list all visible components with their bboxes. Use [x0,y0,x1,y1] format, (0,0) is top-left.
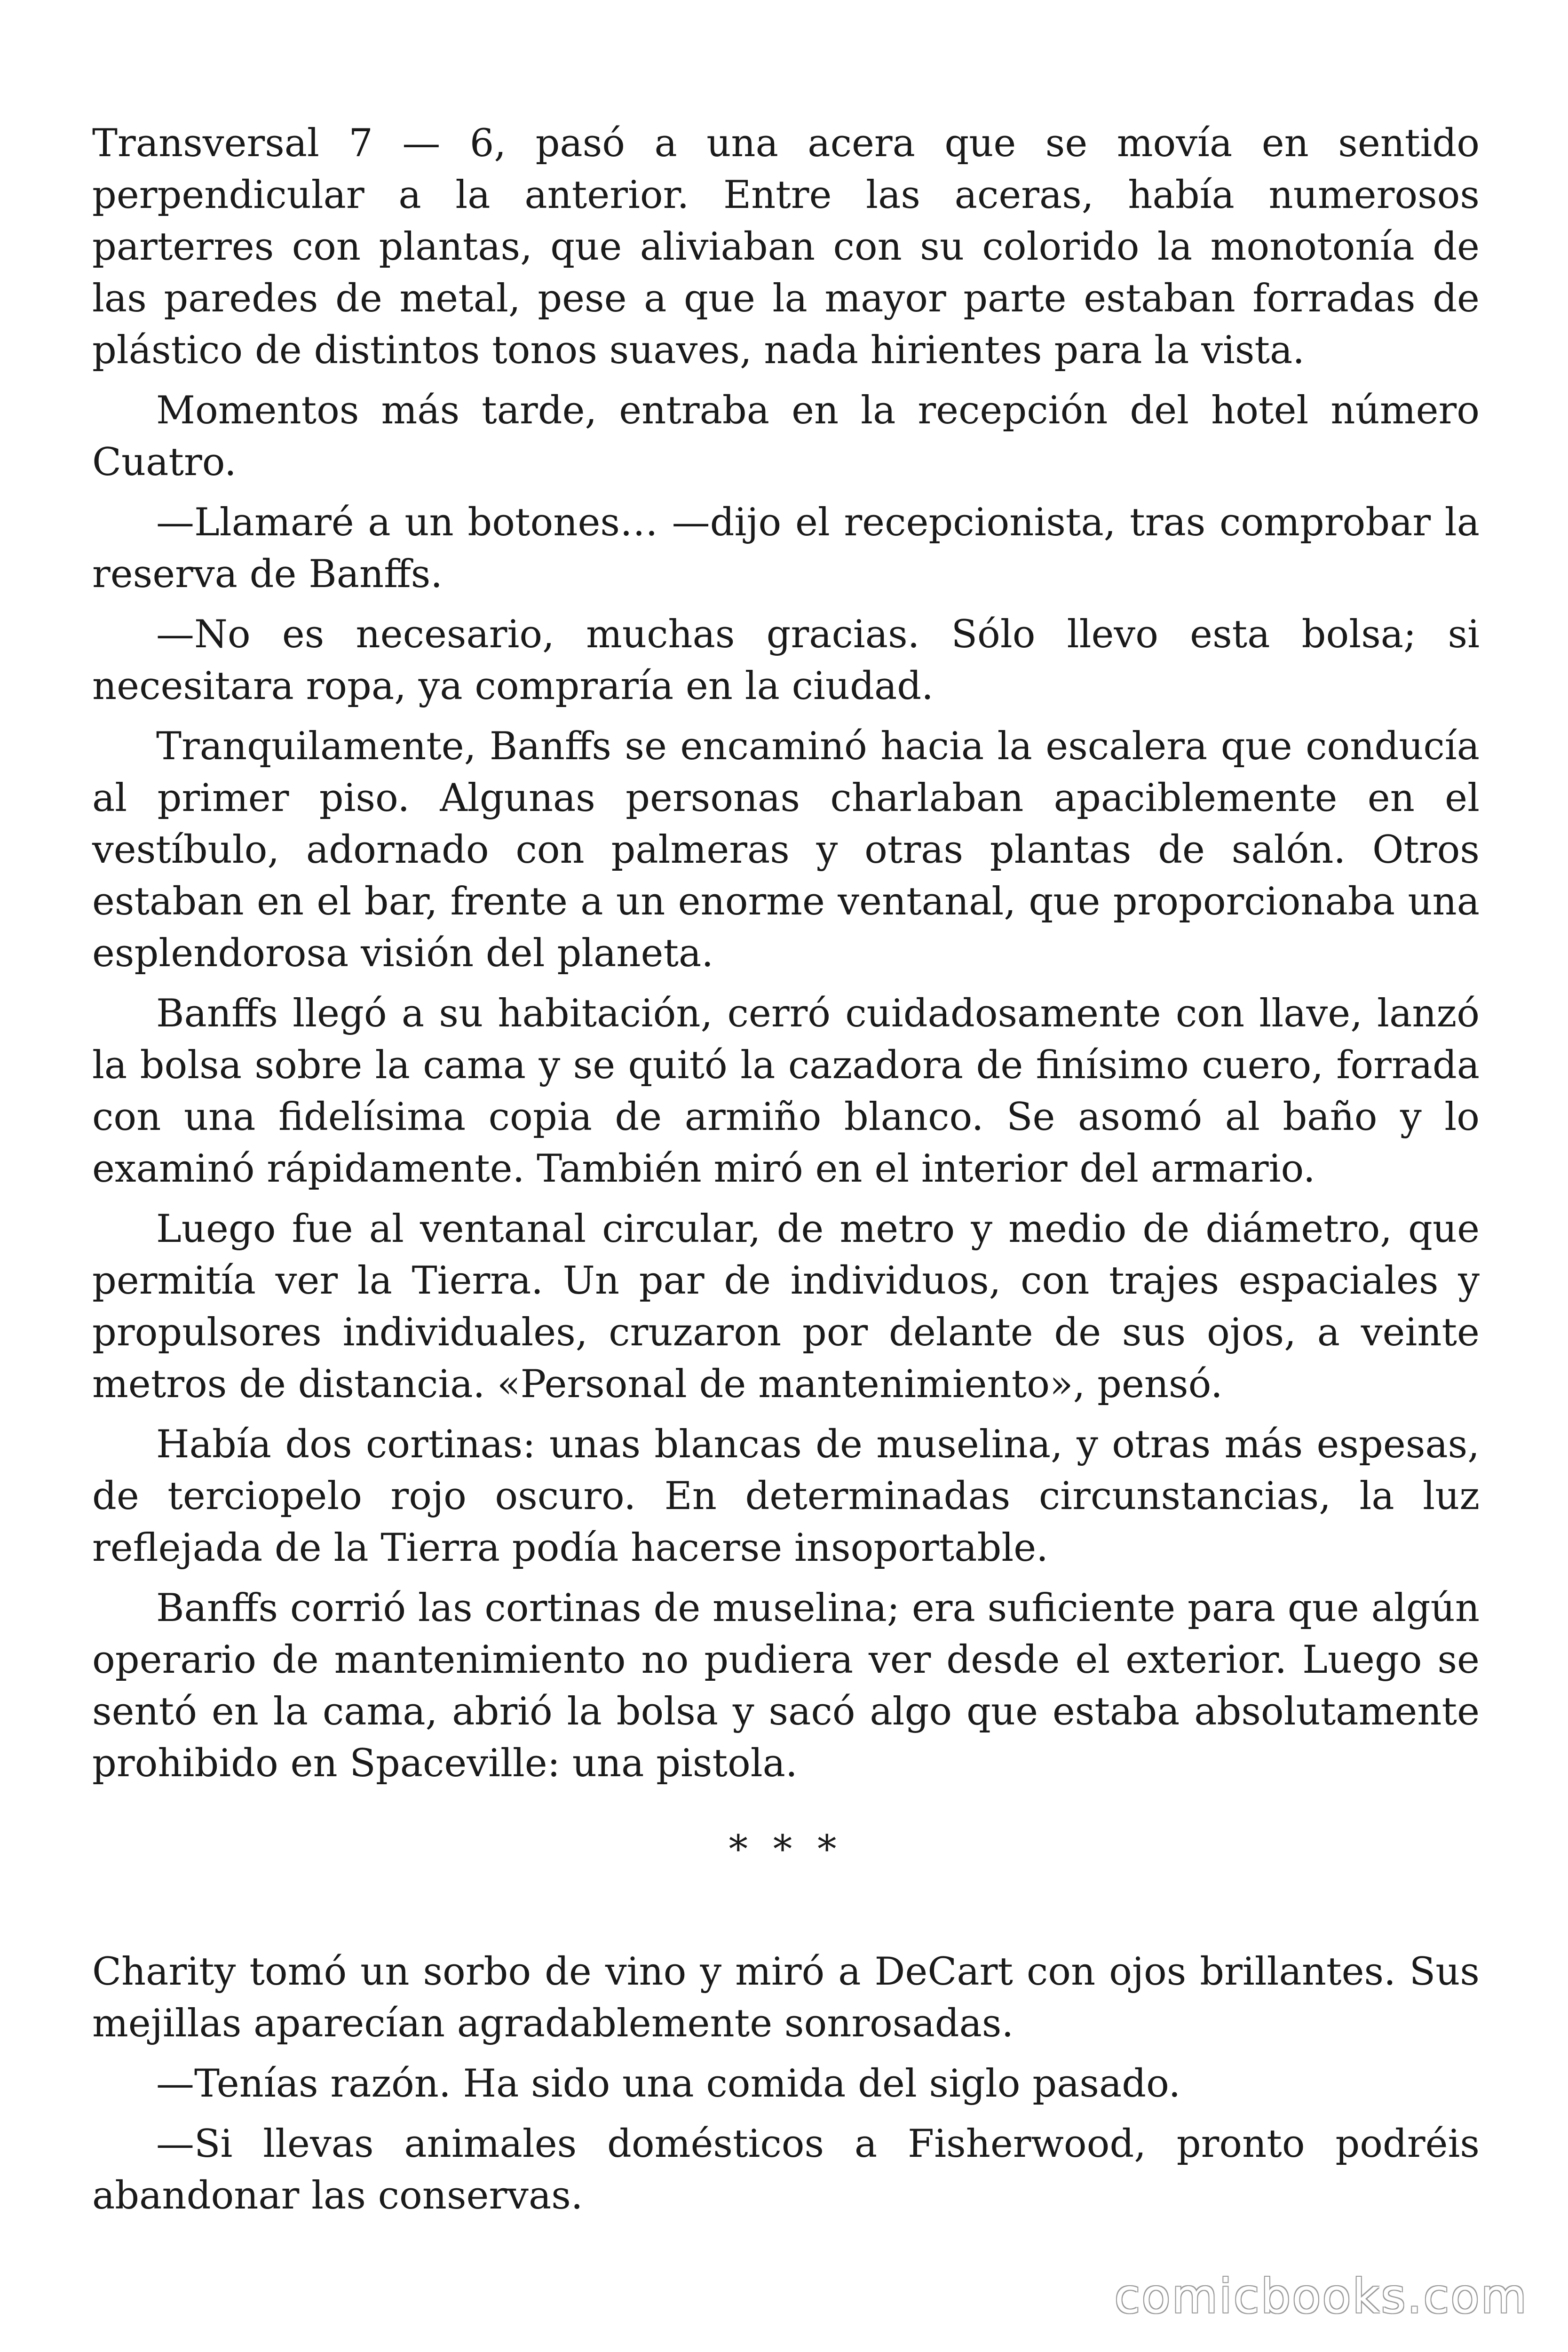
section-separator: * * * [729,1828,843,1872]
paragraph: Había dos cortinas: unas blancas de muselina, y otras más espesas, de terciopelo rojo oscuro. En determinadas circunstancias, la luz reflejada de la Tierra podía hacerse insoportable. [92,1422,1480,1570]
dialogue-paragraph: —Llamaré a un botones… —dijo el recepcionista, tras comprobar la reserva de Banffs. [92,501,1480,596]
paragraph: Tranquilamente, Banffs se encaminó hacia la escalera que conducía al primer piso. Algunas personas charlaban apaciblemente en el vestíbulo, adornado con palmeras y otras plantas de salón. Otros estaban en el bar, frente a un enorme ventanal, que proporcionaba una esplendorosa visión del planeta. [92,724,1480,976]
page-body [92,118,1480,2230]
paragraph: Transversal 7 — 6, pasó a una acera que se movía en sentido perpendicular a la anterior. Entre las aceras, había numerosos parterres con plantas, que aliviaban con su colorido la monotonía de las paredes de metal, pese a que la mayor parte estaban forradas de plástico de distintos tonos suaves, nada hirientes para la vista. [92,121,1480,373]
paragraph: Banffs llegó a su habitación, cerró cuidadosamente con llave, lanzó la bolsa sobre la cama y se quitó la cazadora de finísimo cuero, forrada con una fidelísima copia de armiño blanco. Se asomó al baño y lo examinó rápidamente. También miró en el interior del armario. [92,992,1480,1191]
paragraph: Banffs corrió las cortinas de muselina; era suficiente para que algún operario de mantenimiento no pudiera ver desde el exterior. Luego se sentó en la cama, abrió la bolsa y sacó algo que estaba absolutamente prohibido en Spaceville: una pistola. [92,1586,1480,1786]
dialogue-paragraph: —Tenías razón. Ha sido una comida del siglo pasado. [156,2062,1181,2106]
paragraph: Luego fue al ventanal circular, de metro y medio de diámetro, que permitía ver la Tierra. Un par de individuos, con trajes espaciales y propulsores individuales, cruzaron por delante de sus ojos, a veinte metros de distancia. «Personal de mantenimiento», pensó. [92,1207,1480,1406]
paragraph: Momentos más tarde, entraba en la recepción del hotel número Cuatro. [92,389,1480,485]
watermark-logo: comicbooks.com [1114,2269,1528,2324]
dialogue-paragraph: —Si llevas animales domésticos a Fisherwood, pronto podréis abandonar las conservas. [92,2122,1480,2218]
paragraph: Charity tomó un sorbo de vino y miró a DeCart con ojos brillantes. Sus mejillas aparecían agradablemente sonrosadas. [92,1950,1480,2046]
dialogue-paragraph: —No es necesario, muchas gracias. Sólo llevo esta bolsa; si necesitara ropa, ya compraría en la ciudad. [92,612,1480,708]
